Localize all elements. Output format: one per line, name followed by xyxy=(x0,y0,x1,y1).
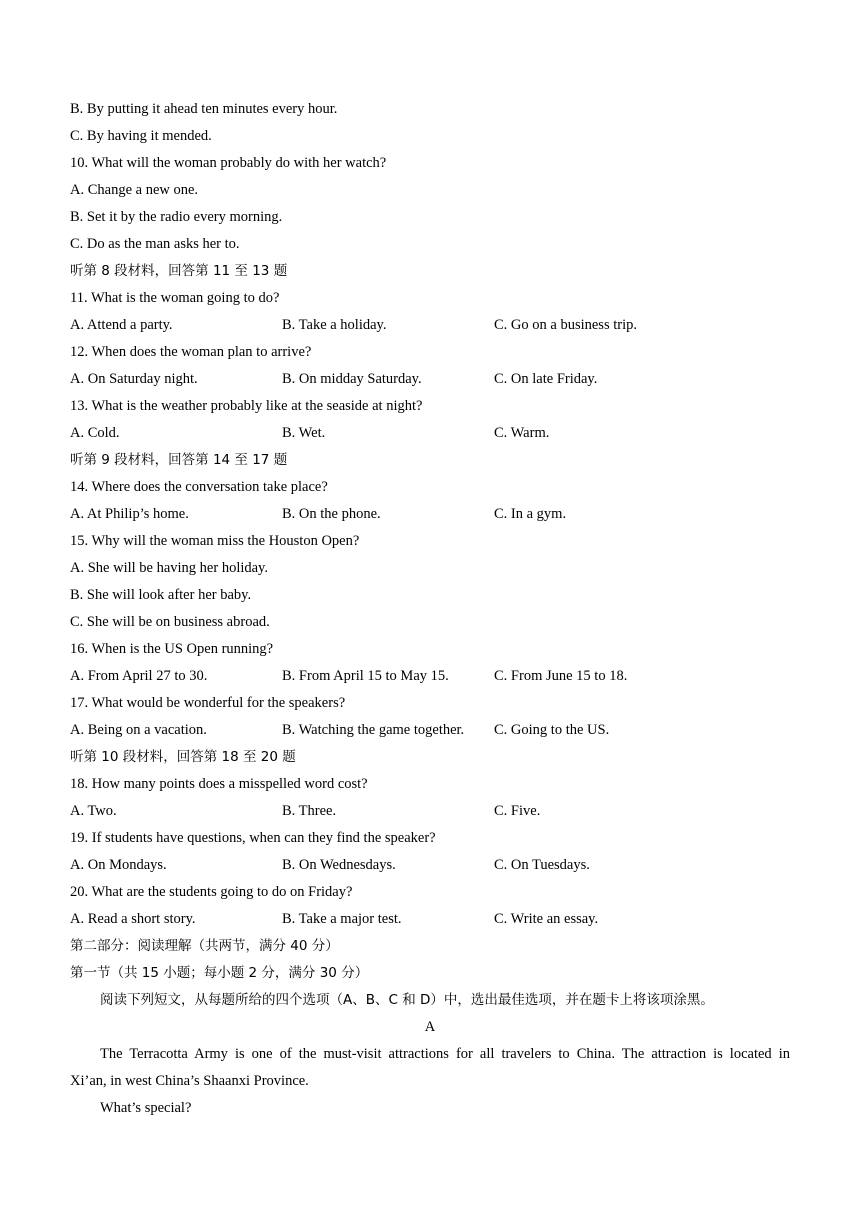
q17-option-c: C. Going to the US. xyxy=(494,722,610,738)
q11-option-c: C. Go on a business trip. xyxy=(494,317,637,333)
passage-paragraph-1-line-1: The Terracotta Army is one of the must-visit attractions for all travelers to China. The attraction is located in xyxy=(100,1046,790,1062)
q15-option-a: A. She will be having her holiday. xyxy=(70,560,268,576)
q10-option-b: B. Set it by the radio every morning. xyxy=(70,209,283,225)
q20-option-a: A. Read a short story. xyxy=(70,911,196,927)
q18-question: 18. How many points does a misspelled word cost? xyxy=(70,776,368,792)
part-2-section-1-heading: 第一节（共 15 小题；每小题 2 分，满分 30 分） xyxy=(70,965,369,981)
q15-option-b: B. She will look after her baby. xyxy=(70,587,252,603)
q15-question: 15. Why will the woman miss the Houston Open? xyxy=(70,533,360,549)
q13-question: 13. What is the weather probably like at the seaside at night? xyxy=(70,398,423,414)
part-2-heading: 第二部分：阅读理解（共两节，满分 40 分） xyxy=(70,938,339,954)
section-9-heading: 听第 9 段材料，回答第 14 至 17 题 xyxy=(70,452,288,468)
q11-options xyxy=(70,312,790,339)
q19-option-b: B. On Wednesdays. xyxy=(282,857,396,873)
q12-options xyxy=(70,366,790,393)
q9-option-b: B. By putting it ahead ten minutes every hour. xyxy=(70,101,338,117)
passage-label: A xyxy=(424,1019,436,1035)
q10-option-a: A. Change a new one. xyxy=(70,182,199,198)
q12-option-c: C. On late Friday. xyxy=(494,371,598,387)
q16-option-c: C. From June 15 to 18. xyxy=(494,668,628,684)
q18-options xyxy=(70,798,790,825)
q16-options xyxy=(70,663,790,690)
q19-option-a: A. On Mondays. xyxy=(70,857,167,873)
q19-options xyxy=(70,852,790,879)
q20-option-c: C. Write an essay. xyxy=(494,911,599,927)
q17-question: 17. What would be wonderful for the speakers? xyxy=(70,695,346,711)
q13-option-a: A. Cold. xyxy=(70,425,120,441)
q19-question: 19. If students have questions, when can they find the speaker? xyxy=(70,830,436,846)
q18-option-b: B. Three. xyxy=(282,803,337,819)
q16-option-a: A. From April 27 to 30. xyxy=(70,668,208,684)
section-10-heading: 听第 10 段材料，回答第 18 至 20 题 xyxy=(70,749,296,765)
q11-question: 11. What is the woman going to do? xyxy=(70,290,280,306)
q16-question: 16. When is the US Open running? xyxy=(70,641,274,657)
q19-option-c: C. On Tuesdays. xyxy=(494,857,590,873)
q16-option-b: B. From April 15 to May 15. xyxy=(282,668,449,684)
q12-option-a: A. On Saturday night. xyxy=(70,371,198,387)
reading-instruction: 阅读下列短文，从每题所给的四个选项（A、B、C 和 D）中，选出最佳选项，并在题卡上将该项涂黑。 xyxy=(100,992,714,1008)
q14-option-a: A. At Philip’s home. xyxy=(70,506,189,522)
q13-option-b: B. Wet. xyxy=(282,425,326,441)
q12-option-b: B. On midday Saturday. xyxy=(282,371,422,387)
q17-option-a: A. Being on a vacation. xyxy=(70,722,207,738)
q14-options xyxy=(70,501,790,528)
q17-options xyxy=(70,717,790,744)
q13-options xyxy=(70,420,790,447)
q10-option-c: C. Do as the man asks her to. xyxy=(70,236,240,252)
q17-option-b: B. Watching the game together. xyxy=(282,722,465,738)
q9-option-c: C. By having it mended. xyxy=(70,128,212,144)
passage-paragraph-1-line-2: Xi’an, in west China’s Shaanxi Province. xyxy=(70,1073,309,1089)
q10-question: 10. What will the woman probably do with her watch? xyxy=(70,155,387,171)
q20-options xyxy=(70,906,790,933)
q14-option-c: C. In a gym. xyxy=(494,506,567,522)
document-page xyxy=(70,96,790,1122)
q18-option-a: A. Two. xyxy=(70,803,117,819)
q14-option-b: B. On the phone. xyxy=(282,506,381,522)
q13-option-c: C. Warm. xyxy=(494,425,550,441)
q14-question: 14. Where does the conversation take place? xyxy=(70,479,328,495)
q15-option-c: C. She will be on business abroad. xyxy=(70,614,270,630)
q18-option-c: C. Five. xyxy=(494,803,541,819)
section-8-heading: 听第 8 段材料，回答第 11 至 13 题 xyxy=(70,263,288,279)
q20-question: 20. What are the students going to do on Friday? xyxy=(70,884,353,900)
q20-option-b: B. Take a major test. xyxy=(282,911,402,927)
passage-subheading: What’s special? xyxy=(100,1100,192,1116)
q11-option-a: A. Attend a party. xyxy=(70,317,173,333)
q12-question: 12. When does the woman plan to arrive? xyxy=(70,344,312,360)
q11-option-b: B. Take a holiday. xyxy=(282,317,387,333)
